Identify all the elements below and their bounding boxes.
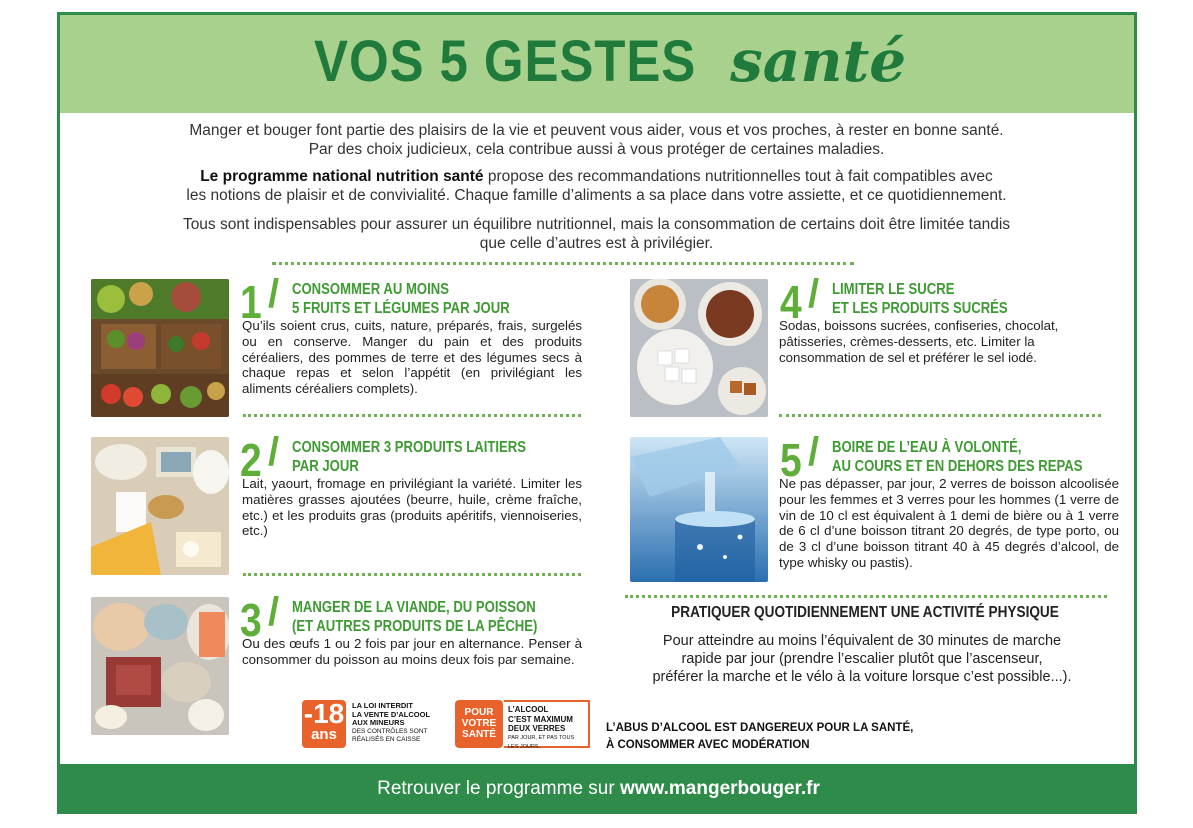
step-2-slash: / xyxy=(268,430,280,474)
step-1-slash: / xyxy=(268,272,280,316)
law-line-2: LA VENTE D’ALCOOL xyxy=(352,709,431,719)
warning-line-1: L’ABUS D’ALCOOL EST DANGEREUX POUR LA SANTÉ, xyxy=(606,722,914,734)
step-5-title-line1: BOIRE DE L’EAU À VOLONTÉ, xyxy=(832,439,1022,456)
divider-top xyxy=(272,262,854,265)
step-1-title-line1: CONSOMMER AU MOINS xyxy=(292,281,449,298)
step-3-number: 3 xyxy=(240,594,262,646)
divider-step-2 xyxy=(243,573,581,576)
alcohol-small: PAR JOUR, ET PAS TOUS LES JOURS. xyxy=(508,734,575,750)
step-4-title xyxy=(832,280,1008,318)
step-4-number: 4 xyxy=(780,276,802,328)
step-4-title-line1: LIMITER LE SUCRE xyxy=(832,281,955,298)
law-small-1: DES CONTRÔLES SONT xyxy=(352,727,428,735)
step-2-title-line2: PAR JOUR xyxy=(292,458,359,475)
step-1-body: Qu’ils soient crus, cuits, nature, préparés, frais, surgelés ou en conserve. Manger du pain et des produits céréaliers, des pommes de terre et des légumes secs à chaque repas et selon l’appétit (en privilégiant les aliments céréaliers complets). xyxy=(242,318,582,397)
header-banner xyxy=(60,15,1134,113)
title-main: VOS 5 GESTES xyxy=(313,29,697,94)
activity-text xyxy=(617,632,1107,686)
intro-paragraph-1 xyxy=(0,121,1193,159)
alcohol-line-2: C’EST MAXIMUM xyxy=(508,714,573,724)
footer-text: Retrouver le programme sur xyxy=(377,778,620,799)
alcohol-line-1: L’ALCOOL xyxy=(508,705,549,714)
activity-title: PRATIQUER QUOTIDIENNEMENT UNE ACTIVITÉ PHYSIQUE xyxy=(671,604,1059,621)
footer-banner xyxy=(60,764,1137,814)
health-line-2: VOTRE xyxy=(461,718,497,729)
divider-step-4 xyxy=(779,414,1101,417)
step-1-number: 1 xyxy=(240,276,262,328)
step-1-title-line2: 5 FRUITS ET LÉGUMES PAR JOUR xyxy=(292,300,510,317)
step-2-body: Lait, yaourt, fromage en privilégiant la variété. Limiter les matières grasses ajoutées (beurre, huile, crème fraîche, etc.) et les produits gras (produits apéritifs, viennoiseries, etc.) xyxy=(242,476,582,539)
page-title xyxy=(60,27,1134,95)
dairy-photo xyxy=(91,437,229,575)
water-photo xyxy=(630,437,768,582)
divider-step-5 xyxy=(625,595,1107,598)
pour-votre-sante-badge xyxy=(455,700,503,748)
vegetables-photo xyxy=(91,279,229,417)
activity-line-1: Pour atteindre au moins l’équivalent de 30 minutes de marche xyxy=(662,633,1062,649)
minors-18-badge xyxy=(302,700,346,748)
footer-link[interactable]: www.mangerbouger.fr xyxy=(619,778,820,799)
intro-p2-rest: propose des recommandations nutritionnelles tout à fait compatibles avec xyxy=(483,168,993,185)
health-line-1: POUR xyxy=(464,707,494,718)
step-5-slash: / xyxy=(808,430,820,474)
warning-line-2: À CONSOMMER AVEC MODÉRATION xyxy=(606,739,810,751)
step-5-title-line2: AU COURS ET EN DEHORS DES REPAS xyxy=(832,458,1083,475)
intro-line-1: Manger et bouger font partie des plaisirs de la vie et peuvent vous aider, vous et vos proches, à rester en bonne santé. xyxy=(189,122,1004,139)
step-3-title-line1: MANGER DE LA VIANDE, DU POISSON xyxy=(292,599,536,616)
intro-p3-line1: Tous sont indispensables pour assurer un équilibre nutritionnel, mais la consommation de certains doit être limitée tandis xyxy=(182,216,1011,233)
health-line-3: SANTÉ xyxy=(462,729,496,740)
step-5-number: 5 xyxy=(780,434,802,486)
step-4-title-line2: ET LES PRODUITS SUCRÉS xyxy=(832,300,1008,317)
intro-paragraph-3 xyxy=(0,215,1193,253)
sugar-photo xyxy=(630,279,768,417)
law-line-1: LA LOI INTERDIT xyxy=(352,701,413,710)
meat-fish-photo xyxy=(91,597,229,735)
step-2-title xyxy=(292,438,526,476)
activity-line-2: rapide par jour (prendre l’escalier plutôt que l’ascenseur, xyxy=(681,651,1043,667)
step-4-body: Sodas, boissons sucrées, confiseries, chocolat, pâtisseries, crèmes-desserts, etc. Limiter la consommation de sel et préférer le sel iodé. xyxy=(779,318,1059,365)
step-4-slash: / xyxy=(808,272,820,316)
badge18-number: -18 xyxy=(303,698,345,729)
step-5-title xyxy=(832,438,1083,476)
intro-line-2: Par des choix judicieux, cela contribue aussi à vous protéger de certaines maladies. xyxy=(308,141,885,158)
step-3-slash: / xyxy=(268,590,280,634)
step-1-title xyxy=(292,280,510,318)
alcohol-max-box xyxy=(504,700,590,748)
intro-p3-line2: que celle d’autres est à privilégier. xyxy=(479,235,714,252)
law-line-3: AUX MINEURS xyxy=(352,718,405,727)
step-3-title-line2: (ET AUTRES PRODUITS DE LA PÊCHE) xyxy=(292,618,538,635)
step-3-body: Ou des œufs 1 ou 2 fois par jour en alternance. Penser à consommer du poisson au moins deux fois par semaine. xyxy=(242,636,582,667)
title-script: santé xyxy=(730,27,907,95)
alcohol-warning xyxy=(606,720,913,754)
law-small-2: RÉALISÉS EN CAISSE xyxy=(352,736,421,743)
step-2-title-line1: CONSOMMER 3 PRODUITS LAITIERS xyxy=(292,439,526,456)
intro-p2-line2: les notions de plaisir et de convivialité. Chaque famille d’aliments a sa place dans votre assiette, et ce quotidiennement. xyxy=(186,187,1007,204)
badge18-unit: ans xyxy=(311,726,337,743)
step-3-title xyxy=(292,598,537,636)
activity-line-3: préférer la marche et le vélo à la voiture lorsque c’est possible...). xyxy=(652,669,1072,685)
minors-law-text xyxy=(352,702,452,745)
intro-p2-line1 xyxy=(0,167,1193,186)
programme-name: Le programme national nutrition santé xyxy=(200,168,484,185)
step-5-body: Ne pas dépasser, par jour, 2 verres de boisson alcoolisée pour les femmes et 3 verres pour les hommes (1 verre de vin de 10 cl est équivalent à 1 demi de bière ou à 1 verre de 6 cl d’une boisson titrant 20 degrés, de type porto, ou de 3 cl d’une boisson titrant 40 à 45 degrés d’alcool, de type whisky ou pastis). xyxy=(779,476,1119,570)
divider-step-1 xyxy=(243,414,581,417)
intro-paragraph-2 xyxy=(0,167,1193,205)
step-2-number: 2 xyxy=(240,434,262,486)
alcohol-line-3: DEUX VERRES xyxy=(508,724,566,733)
